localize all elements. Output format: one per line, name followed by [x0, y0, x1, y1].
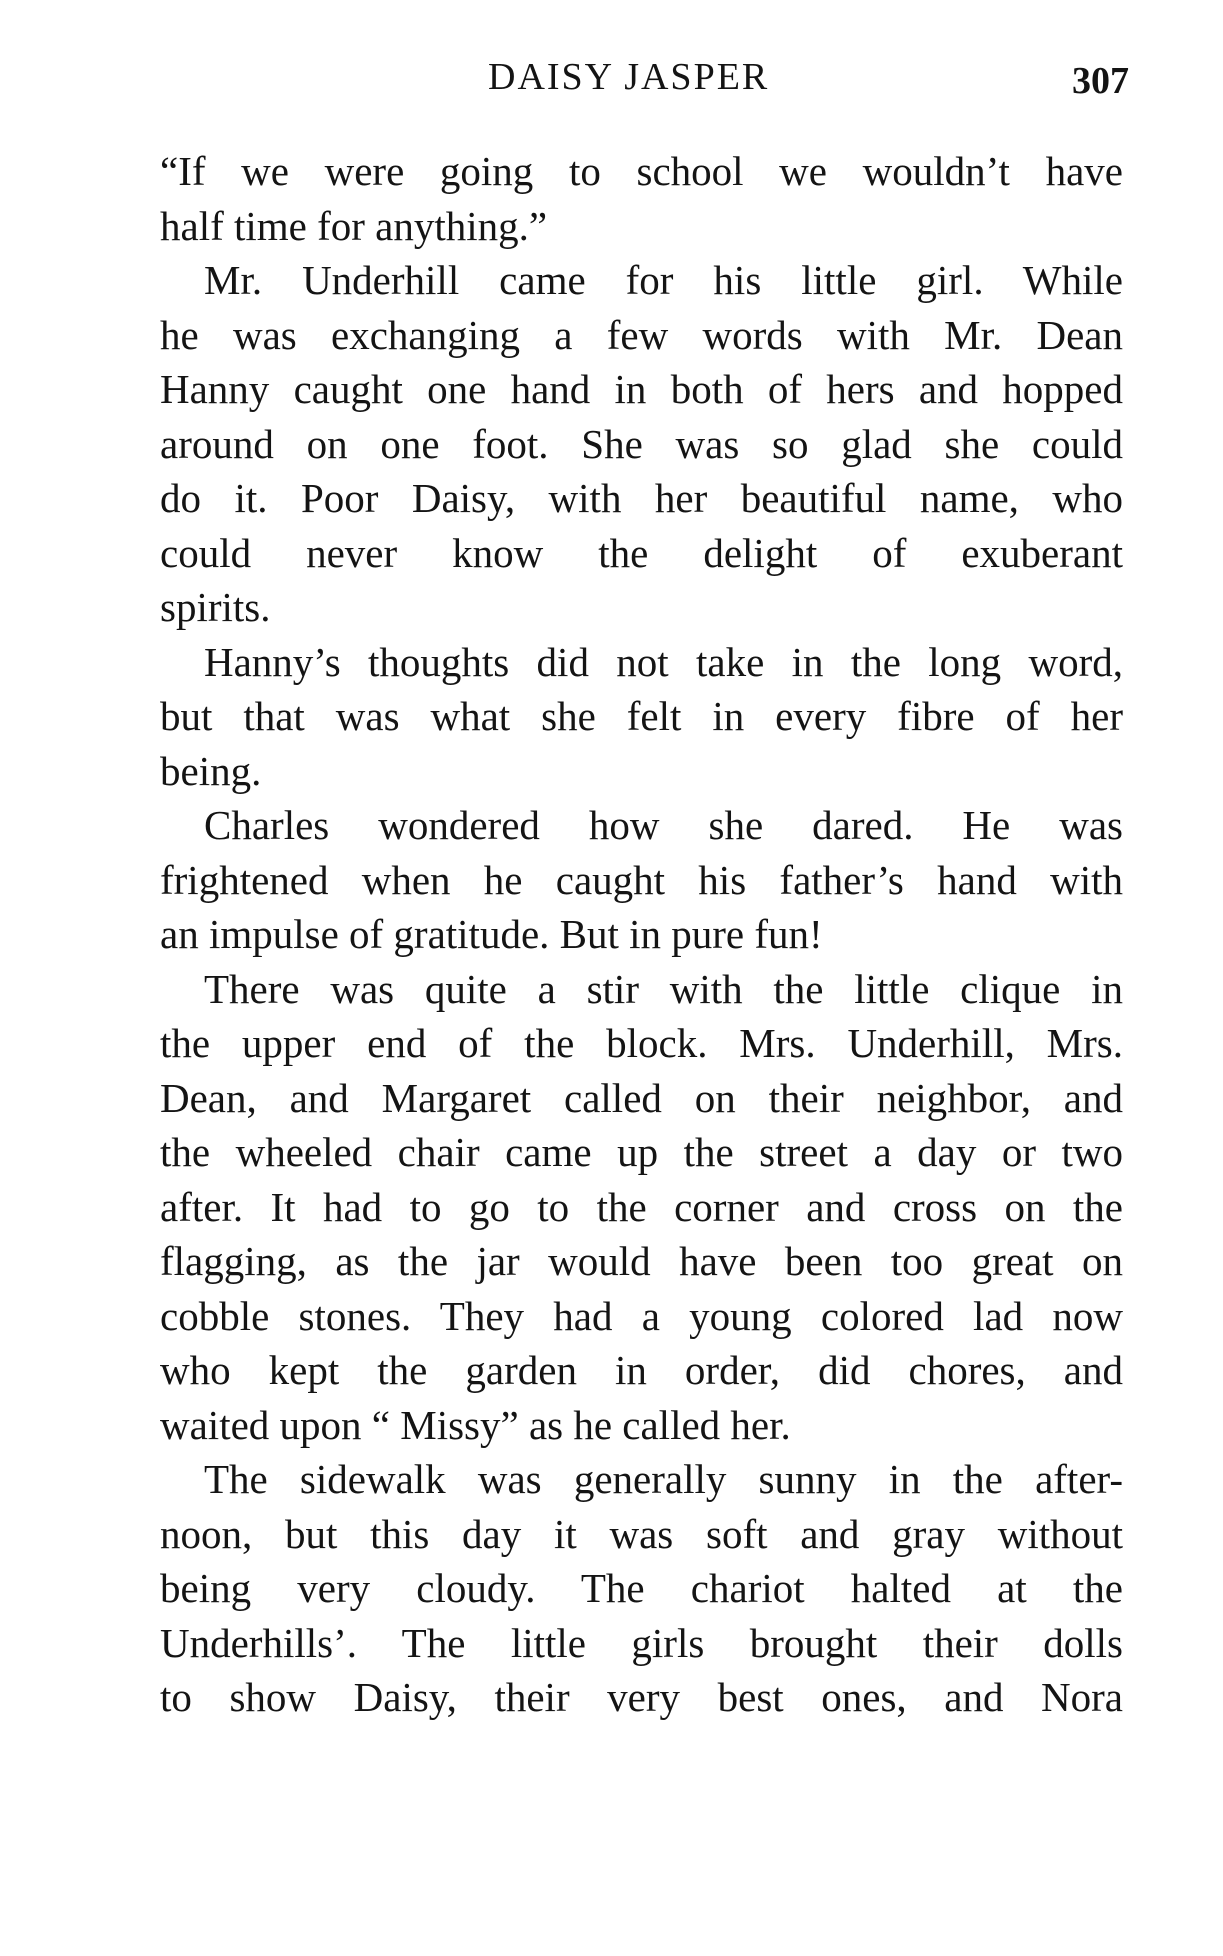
text-line: half time for anything.” [160, 202, 548, 249]
paragraph [160, 962, 1123, 1453]
text-line: who kept the garden in order, did chores, and [160, 1347, 1123, 1393]
paragraph [160, 635, 1123, 799]
text-line: spirits. [160, 584, 271, 630]
text-line: do it. Poor Daisy, with her beautiful name, who [160, 475, 1123, 521]
text-line: frightened when he caught his father’s hand with [160, 856, 1123, 903]
text-line: an impulse of gratitude. But in pure fun! [160, 911, 823, 957]
paragraph [160, 798, 1123, 962]
text-line: Mr. Underhill came for his little girl. While [204, 257, 1123, 303]
text-line: The sidewalk was generally sunny in the after- [204, 1456, 1123, 1502]
text-line: the wheeled chair came up the street a day or two [160, 1129, 1123, 1175]
text-line: could never know the delight of exuberant [160, 529, 1123, 576]
running-head [0, 52, 1223, 102]
text-line: There was quite a stir with the little clique in [204, 965, 1123, 1012]
text-line: being. [160, 747, 262, 794]
text-line: around on one foot. She was so glad she could [160, 420, 1123, 467]
text-line: he was exchanging a few words with Mr. Dean [160, 311, 1123, 358]
text-line: the upper end of the block. Mrs. Underhill, Mrs. [160, 1020, 1123, 1066]
page-number: 307 [1072, 60, 1129, 102]
text-line: waited upon “ Missy” as he called her. [160, 1401, 791, 1448]
paragraph [160, 1452, 1123, 1725]
running-title: DAISY JASPER [488, 56, 770, 98]
body-text [160, 144, 1123, 1725]
text-line: after. It had to go to the corner and cross on the [160, 1183, 1123, 1230]
text-line: Underhills’. The little girls brought their dolls [160, 1619, 1123, 1666]
text-line: “If we were going to school we wouldn’t have [160, 148, 1123, 194]
text-line: cobble stones. They had a young colored lad now [160, 1292, 1123, 1339]
text-line: being very cloudy. The chariot halted at the [160, 1565, 1123, 1611]
text-line: Hanny’s thoughts did not take in the long word, [204, 638, 1123, 685]
text-line: Dean, and Margaret called on their neighbor, and [160, 1074, 1123, 1121]
text-line: Hanny caught one hand in both of hers and hopped [160, 366, 1123, 412]
text-line: Charles wondered how she dared. He was [204, 802, 1123, 848]
text-line: flagging, as the jar would have been too great on [160, 1238, 1123, 1284]
paragraph [160, 144, 1123, 253]
paragraph [160, 253, 1123, 635]
text-line: but that was what she felt in every fibre of her [160, 693, 1123, 739]
text-line: noon, but this day it was soft and gray without [160, 1510, 1123, 1557]
text-line: to show Daisy, their very best ones, and Nora [160, 1674, 1123, 1720]
